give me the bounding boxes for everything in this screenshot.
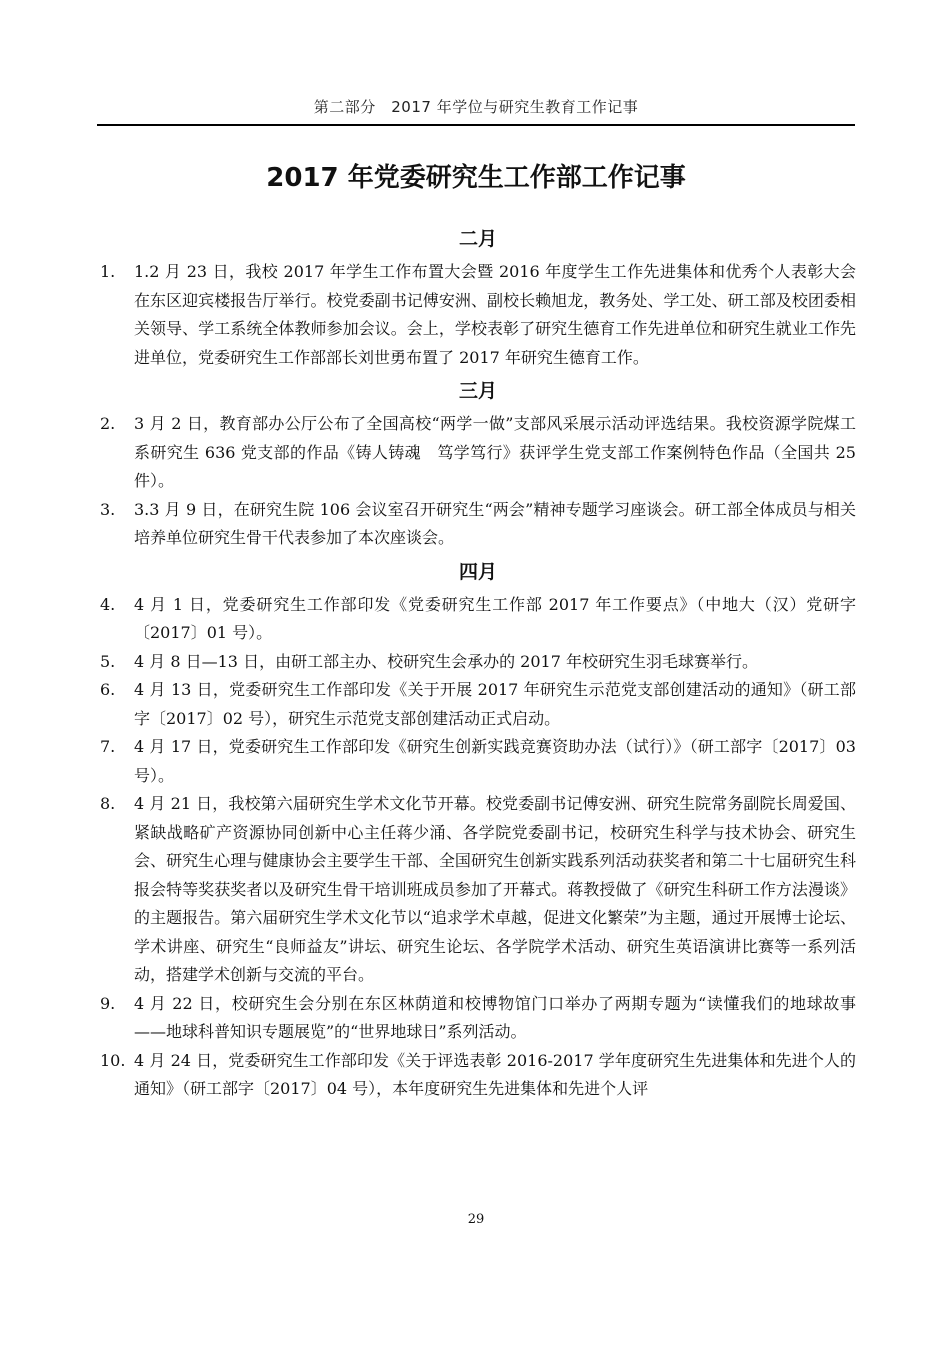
list-item-number: 6. xyxy=(100,680,116,699)
list-item-text: 1.2 月 23 日，我校 2017 年学生工作布置大会暨 2016 年度学生工作先进集体和优秀个人表彰大会在东区迎宾楼报告厅举行。校党委副书记傅安洲、副校长赖旭龙，教务处、学工处、研工部及校团委相关领导、学工系统全体教师参加会议。会上，学校表彰了研究生德育工作先进单位和研究生就业工作先进单位，党委研究生工作部部长刘世勇布置了 2017 年研究生德育工作。 xyxy=(134,262,856,367)
list-item-text: 4 月 13 日，党委研究生工作部印发《关于开展 2017 年研究生示范党支部创建活动的通知》（研工部字〔2017〕02 号），研究生示范党支部创建活动正式启动。 xyxy=(134,680,856,728)
list-item-text: 4 月 8 日—13 日，由研工部主办、校研究生会承办的 2017 年校研究生羽毛球赛举行。 xyxy=(134,651,758,671)
list-item-text: 4 月 1 日，党委研究生工作部印发《党委研究生工作部 2017 年工作要点》（中地大（汉）党研字〔2017〕01 号）。 xyxy=(134,594,856,642)
list-item-text: 4 月 22 日，校研究生会分别在东区林荫道和校博物馆门口举办了两期专题为“读懂我们的地球故事——地球科普知识专题展览”的“世界地球日”系列活动。 xyxy=(134,993,856,1041)
list-item xyxy=(100,258,856,372)
list-item xyxy=(100,591,856,648)
header-rule xyxy=(97,124,855,126)
list-item-number: 5. xyxy=(100,651,116,671)
running-header: 第二部分 2017 年学位与研究生教育工作记事 xyxy=(313,98,639,116)
list-item xyxy=(100,496,856,553)
list-item-number: 7. xyxy=(100,737,116,756)
list-item xyxy=(100,676,856,733)
month-heading-february: 二月 xyxy=(458,228,497,250)
list-item-text: 4 月 17 日，党委研究生工作部印发《研究生创新实践竞赛资助办法（试行）》（研工部字〔2017〕03 号）。 xyxy=(134,737,856,785)
list-item xyxy=(100,410,856,496)
list-item-number: 3. xyxy=(100,499,116,519)
list-item xyxy=(100,733,856,790)
page-title: 2017 年党委研究生工作部工作记事 xyxy=(266,163,686,193)
list-item xyxy=(100,990,856,1047)
list-item xyxy=(100,648,856,677)
list-item-text: 4 月 24 日，党委研究生工作部印发《关于评选表彰 2016-2017 学年度研究生先进集体和先进个人的通知》（研工部字〔2017〕04 号），本年度研究生先进集体和先进个人评 xyxy=(134,1050,856,1098)
month-heading-april: 四月 xyxy=(458,560,497,583)
list-item xyxy=(100,790,856,990)
list-item-number: 8. xyxy=(100,794,116,813)
list-item xyxy=(100,1047,856,1104)
month-heading-march: 三月 xyxy=(458,380,497,402)
list-item-text: 3 月 2 日，教育部办公厅公布了全国高校“两学一做”支部风采展示活动评选结果。我校资源学院煤工系研究生 636 党支部的作品《铸人铸魂 笃学笃行》获评学生党支部工作案例特色作品（全国共 25 件）。 xyxy=(134,414,856,490)
list-item-number: 9. xyxy=(100,993,116,1013)
page-number: 29 xyxy=(467,1212,485,1227)
list-item-number: 4. xyxy=(100,594,116,614)
list-item-number: 10. xyxy=(100,1050,126,1070)
list-item-text: 3.3 月 9 日，在研究生院 106 会议室召开研究生“两会”精神专题学习座谈会。研工部全体成员与相关培养单位研究生骨干代表参加了本次座谈会。 xyxy=(134,499,856,547)
list-item-number: 2. xyxy=(100,414,116,433)
list-item-text: 4 月 21 日，我校第六届研究生学术文化节开幕。校党委副书记傅安洲、研究生院常务副院长周爱国、紧缺战略矿产资源协同创新中心主任蒋少涌、各学院党委副书记，校研究生科学与技术协会、研究生会、研究生心理与健康协会主要学生干部、全国研究生创新实践系列活动获奖者和第二十七届研究生科报会特等奖获奖者以及研究生骨干培训班成员参加了开幕式。蒋教授做了《研究生科研工作方法漫谈》的主题报告。第六届研究生学术文化节以“追求学术卓越，促进文化繁荣”为主题，通过开展博士论坛、学术讲座、研究生“良师益友”讲坛、研究生论坛、各学院学术活动、研究生英语演讲比赛等一系列活动，搭建学术创新与交流的平台。 xyxy=(134,794,856,984)
list-item-number: 1. xyxy=(100,262,116,281)
document-body xyxy=(100,220,856,1104)
